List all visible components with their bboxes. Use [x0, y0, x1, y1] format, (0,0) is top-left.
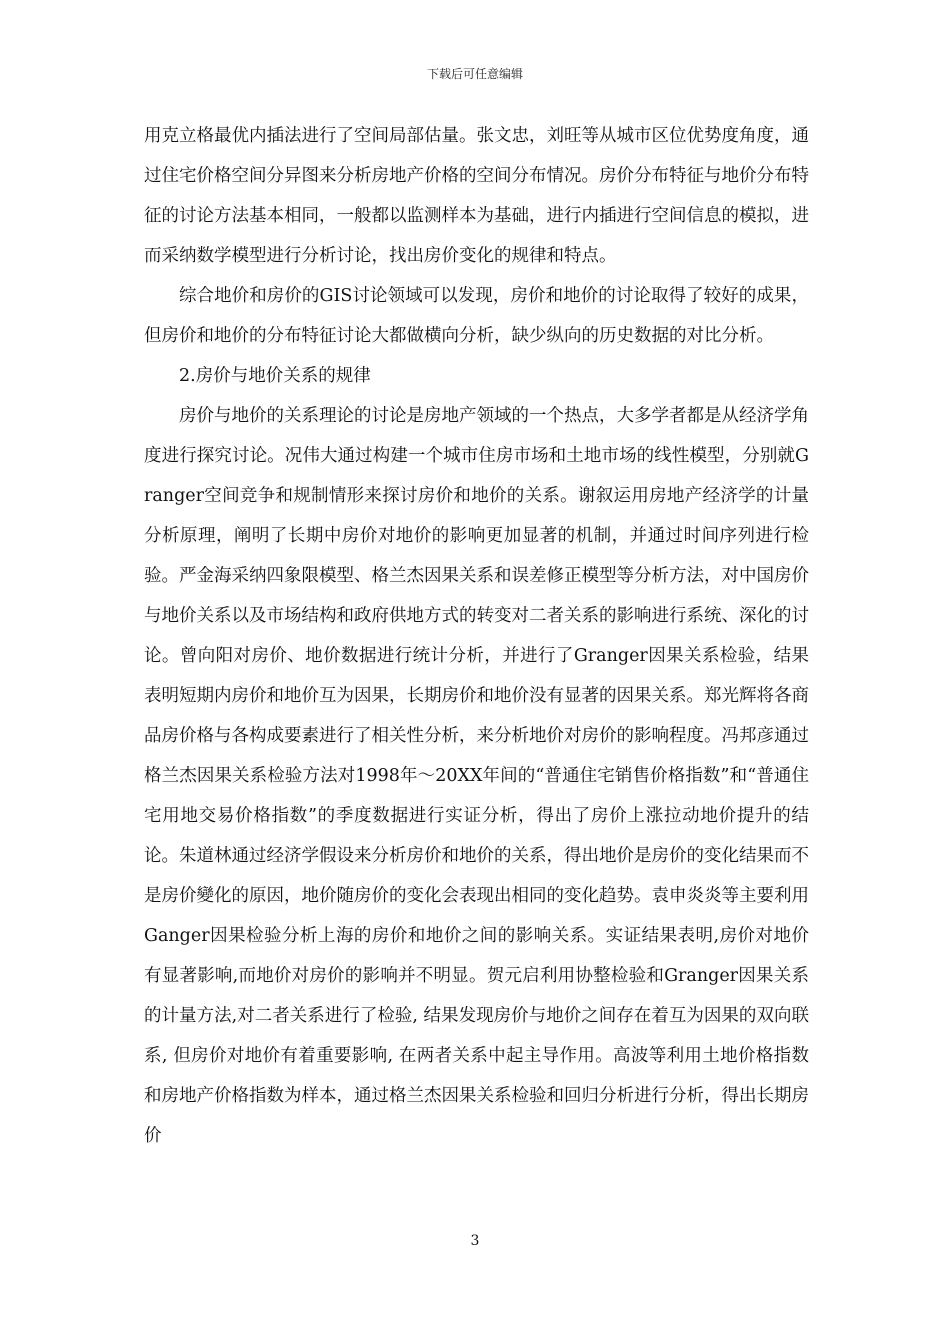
paragraph-price-relationship: 房价与地价的关系理论的讨论是房地产领域的一个热点，大多学者都是从经济学角度进行探究讨论。况伟大通过构建一个城市住房市场和土地市场的线性模型，分别就Granger空间竞争和规制情形来探讨房价和地价的关系。谢叙运用房地产经济学的计量分析原理，阐明了长期中房价对地价的影响更加显著的机制，并通过时间序列进行检验。严金海采纳四象限模型、格兰杰因果关系和误差修正模型等分析方法，对中国房价与地价关系以及市场结构和政府供地方式的转变对二者关系的影响进行系统、深化的讨论。曾向阳对房价、地价数据进行统计分析，并进行了Granger因果关系检验，结果表明短期内房价和地价互为因果，长期房价和地价没有显著的因果关系。郑光辉将各商品房价格与各构成要素进行了相关性分析，来分析地价对房价的影响程度。冯邦彦通过格兰杰因果关系检验方法对1998年～20XX年间的“普通住宅销售价格指数”和“普通住宅用地交易价格指数”的季度数据进行实证分析，得出了房价上涨拉动地价提升的结论。朱道林通过经济学假设来分析房价和地价的关系，得出地价是房价的变化结果而不是房价變化的原因，地价随房价的变化会表现出相同的变化趋势。袁申炎炎等主要利用Ganger因果检验分析上海的房价和地价之间的影响关系。实证结果表明,房价对地价有显著影响,而地价对房价的影响并不明显。贺元启利用协整检验和Granger因果关系的计量方法,对二者关系进行了检验, 结果发现房价与地价之间存在着互为因果的双向联系, 但房价对地价有着重要影响, 在两者关系中起主导作用。高波等利用土地价格指数和房地产价格指数为样本，通过格兰杰因果关系检验和回归分析进行分析，得出长期房价: [144, 406, 809, 1146]
page-number: 3: [470, 1233, 480, 1249]
body-text: [144, 116, 809, 1156]
paragraph-continuation: 用克立格最优内插法进行了空间局部估量。张文忠，刘旺等从城市区位优势度角度，通过住宅价格空间分异图来分析房地产价格的空间分布情况。房价分布特征与地价分布特征的讨论方法基本相同，一般都以监测样本为基础，进行内插进行空间信息的模拟，进而采纳数学模型进行分析讨论，找出房价变化的规律和特点。: [144, 126, 809, 266]
paragraph-gis-summary: 综合地价和房价的GIS讨论领域可以发现，房价和地价的讨论取得了较好的成果，但房价和地价的分布特征讨论大都做横向分析，缺少纵向的历史数据的对比分析。: [144, 286, 809, 346]
page-header: 下载后可任意编辑: [426, 67, 523, 81]
section-heading: 2.房价与地价关系的规律: [179, 366, 371, 386]
